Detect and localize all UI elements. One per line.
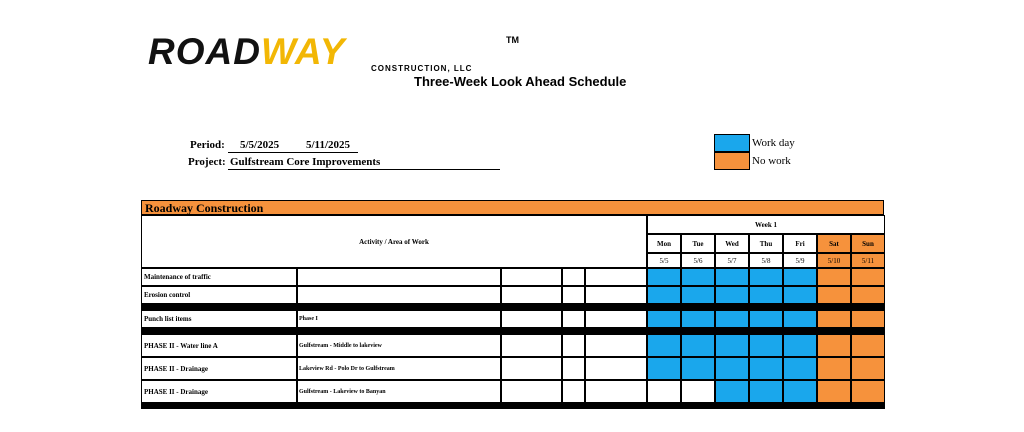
project-underline bbox=[228, 169, 500, 170]
day-status-cell bbox=[783, 357, 817, 380]
day-name-tue: Tue bbox=[681, 234, 715, 253]
day-status-cell bbox=[851, 380, 885, 403]
day-status-cell bbox=[647, 334, 681, 357]
row-cell bbox=[585, 357, 647, 380]
company-logo bbox=[148, 32, 528, 74]
legend-nowork-label: No work bbox=[752, 155, 791, 167]
row-cell bbox=[501, 380, 562, 403]
area-label: Gulfstream - Lakeview to Banyan bbox=[299, 388, 386, 395]
logo-road-text: ROAD bbox=[148, 31, 261, 72]
activity-label: Erosion control bbox=[144, 291, 191, 299]
day-date-wed: 5/7 bbox=[715, 253, 749, 268]
day-status-cell bbox=[715, 380, 749, 403]
row-cell bbox=[562, 357, 585, 380]
day-date-fri: 5/9 bbox=[783, 253, 817, 268]
activity-label: Punch list items bbox=[144, 315, 192, 323]
day-date-sat: 5/10 bbox=[817, 253, 851, 268]
day-status-cell bbox=[851, 310, 885, 328]
day-name-wed: Wed bbox=[715, 234, 749, 253]
row-cell bbox=[562, 380, 585, 403]
row-cell bbox=[562, 286, 585, 304]
legend-nowork-swatch bbox=[714, 152, 750, 170]
day-status-cell bbox=[817, 286, 851, 304]
day-status-cell bbox=[647, 268, 681, 286]
day-status-cell bbox=[647, 357, 681, 380]
day-status-cell bbox=[681, 380, 715, 403]
row-cell bbox=[562, 334, 585, 357]
row-separator bbox=[141, 403, 885, 409]
logo-way-text: WAY bbox=[260, 31, 346, 72]
day-status-cell bbox=[783, 310, 817, 328]
row-cell bbox=[562, 268, 585, 286]
day-status-cell bbox=[715, 334, 749, 357]
logo-subtitle: CONSTRUCTION, LLC bbox=[371, 64, 473, 73]
day-date-sun: 5/11 bbox=[851, 253, 885, 268]
period-label: Period: bbox=[190, 139, 225, 151]
day-name-thu: Thu bbox=[749, 234, 783, 253]
day-date-thu: 5/8 bbox=[749, 253, 783, 268]
row-cell bbox=[297, 310, 501, 328]
day-status-cell bbox=[783, 286, 817, 304]
period-underline bbox=[228, 152, 358, 153]
activity-label: PHASE II - Drainage bbox=[144, 387, 208, 396]
day-status-cell bbox=[715, 357, 749, 380]
week-header: Week 1 bbox=[647, 215, 885, 234]
day-date-mon: 5/5 bbox=[647, 253, 681, 268]
logo-trademark: TM bbox=[506, 35, 519, 45]
day-status-cell bbox=[817, 357, 851, 380]
day-status-cell bbox=[749, 268, 783, 286]
day-status-cell bbox=[749, 357, 783, 380]
day-status-cell bbox=[851, 357, 885, 380]
row-cell bbox=[585, 380, 647, 403]
row-cell bbox=[585, 310, 647, 328]
day-date-tue: 5/6 bbox=[681, 253, 715, 268]
row-cell bbox=[585, 334, 647, 357]
day-name-mon: Mon bbox=[647, 234, 681, 253]
row-cell bbox=[585, 286, 647, 304]
row-cell bbox=[501, 268, 562, 286]
row-separator bbox=[141, 328, 885, 334]
day-status-cell bbox=[817, 310, 851, 328]
activity-label: PHASE II - Water line A bbox=[144, 341, 218, 350]
activity-label: Maintenance of traffic bbox=[144, 273, 211, 281]
day-status-cell bbox=[817, 380, 851, 403]
row-cell bbox=[501, 334, 562, 357]
logo-wordmark bbox=[148, 32, 346, 72]
day-status-cell bbox=[851, 334, 885, 357]
period-start: 5/5/2025 bbox=[240, 139, 280, 151]
day-status-cell bbox=[851, 286, 885, 304]
day-status-cell bbox=[681, 334, 715, 357]
day-status-cell bbox=[817, 334, 851, 357]
row-cell bbox=[562, 310, 585, 328]
day-status-cell bbox=[647, 310, 681, 328]
day-status-cell bbox=[681, 268, 715, 286]
area-label: Phase I bbox=[299, 316, 318, 322]
day-name-sat: Sat bbox=[817, 234, 851, 253]
row-cell bbox=[297, 286, 501, 304]
day-status-cell bbox=[749, 380, 783, 403]
day-status-cell bbox=[749, 310, 783, 328]
period-end: 5/11/2025 bbox=[306, 139, 351, 151]
activity-header: Activity / Area of Work bbox=[141, 215, 647, 268]
row-cell bbox=[297, 268, 501, 286]
row-cell bbox=[501, 286, 562, 304]
day-status-cell bbox=[715, 286, 749, 304]
project-name: Gulfstream Core Improvements bbox=[230, 156, 381, 168]
day-status-cell bbox=[681, 357, 715, 380]
legend-work-label: Work day bbox=[752, 137, 795, 149]
day-status-cell bbox=[681, 310, 715, 328]
day-status-cell bbox=[749, 334, 783, 357]
row-cell bbox=[501, 310, 562, 328]
project-label: Project: bbox=[188, 156, 226, 168]
row-cell bbox=[585, 268, 647, 286]
page-title: Three-Week Look Ahead Schedule bbox=[414, 74, 627, 89]
legend-work-swatch bbox=[714, 134, 750, 152]
row-separator bbox=[141, 304, 885, 310]
day-status-cell bbox=[681, 286, 715, 304]
day-status-cell bbox=[817, 268, 851, 286]
activity-label: PHASE II - Drainage bbox=[144, 364, 208, 373]
day-status-cell bbox=[783, 268, 817, 286]
day-status-cell bbox=[783, 334, 817, 357]
company-name: Roadway Construction bbox=[145, 201, 264, 215]
day-status-cell bbox=[783, 380, 817, 403]
day-name-sun: Sun bbox=[851, 234, 885, 253]
day-name-fri: Fri bbox=[783, 234, 817, 253]
row-cell bbox=[501, 357, 562, 380]
day-status-cell bbox=[647, 286, 681, 304]
area-label: Lakeview Rd - Polo Dr to Gulfstream bbox=[299, 365, 395, 372]
day-status-cell bbox=[715, 310, 749, 328]
day-status-cell bbox=[715, 268, 749, 286]
day-status-cell bbox=[647, 380, 681, 403]
area-label: Gulfstream - Middle to lakeview bbox=[299, 342, 382, 349]
company-header-bar bbox=[141, 200, 884, 215]
day-status-cell bbox=[851, 268, 885, 286]
day-status-cell bbox=[749, 286, 783, 304]
